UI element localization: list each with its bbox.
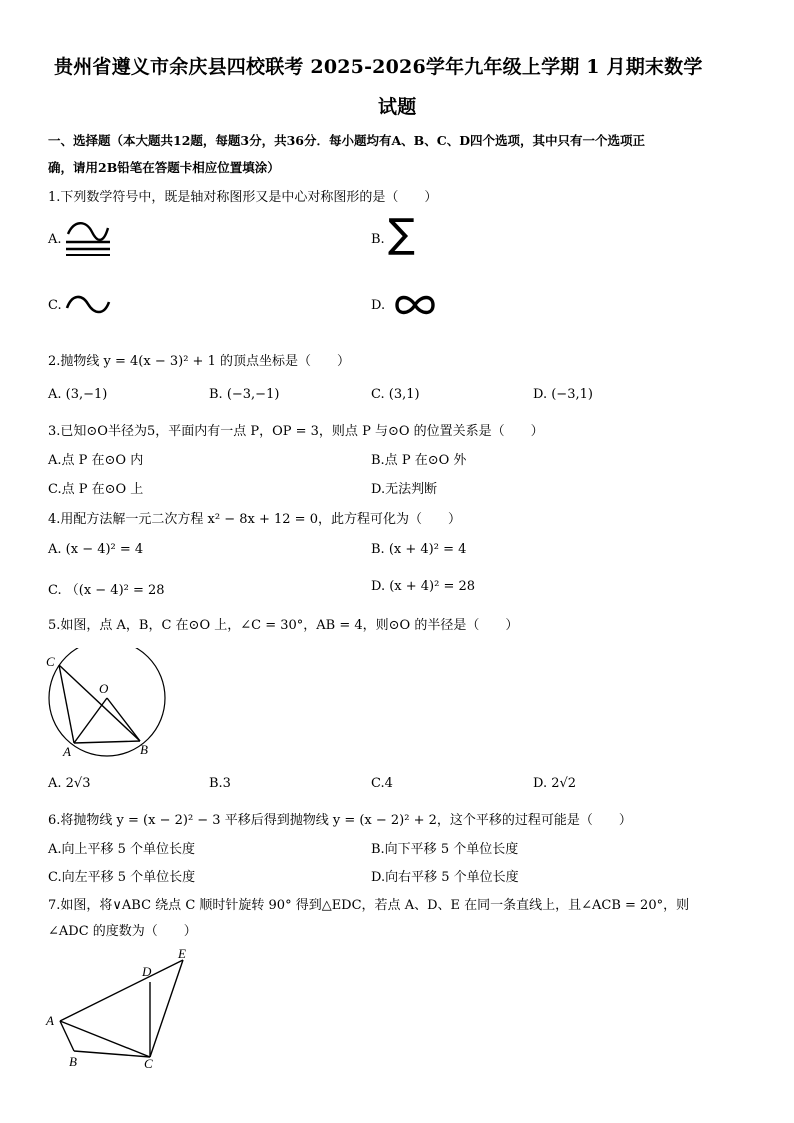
label-b: B — [140, 742, 148, 757]
question-7-stem-line1: 7.如图，将∨ABC 绕点 C 顺时针旋转 90° 得到△EDC，若点 A、D、E 在同一条直线上，且∠ACB = 20°，则 — [48, 898, 690, 913]
sigma-symbol-icon: ∑ — [388, 211, 415, 257]
q2-option-c: C. (3,1) — [371, 387, 420, 402]
label-a: A — [63, 744, 71, 759]
q4-option-a: A. (x − 4)² = 4 — [48, 542, 144, 557]
exam-title-line1: 贵州省遵义市余庆县四校联考 2025-2026学年九年级上学期 1 月期末数学 — [54, 56, 703, 78]
segment-ade — [60, 960, 183, 1021]
label-o: O — [99, 681, 109, 696]
q2-option-a: A. (3,−1) — [48, 387, 108, 402]
q5-option-a: A. 2√3 — [48, 776, 91, 791]
q3-option-d: D.无法判断 — [371, 482, 438, 497]
infinity-symbol-icon — [394, 292, 436, 318]
label-d: D — [142, 964, 152, 979]
tilde-wave-symbol-icon — [64, 292, 112, 318]
q1-option-a-label: A. — [48, 232, 62, 247]
q6-option-a: A.向上平移 5 个单位长度 — [48, 842, 196, 857]
q3-option-a: A.点 P 在⊙O 内 — [48, 453, 144, 468]
exam-title-line2: 试题 — [378, 96, 417, 118]
q1-option-c-label: C. — [48, 298, 62, 313]
q1-option-b-label: B. — [371, 232, 385, 247]
question-2-stem: 2.抛物线 y = 4(x − 3)² + 1 的顶点坐标是（ ） — [48, 354, 350, 369]
q4-option-c: C. （(x − 4)² = 28 — [48, 583, 165, 598]
label-c: C — [46, 654, 55, 669]
circle-inscribed-triangle-figure — [44, 648, 170, 762]
approx-equal-symbol-icon — [64, 222, 112, 256]
q5-option-c: C.4 — [371, 776, 393, 791]
section-header-line1: 一、选择题（本大题共12题，每题3分，共36分．每小题均有A、B、C、D四个选项，其中只有一个选项正 — [48, 133, 646, 148]
label-b: B — [69, 1054, 77, 1069]
segment-oa — [74, 698, 107, 743]
label-c: C — [144, 1056, 153, 1071]
question-6-stem: 6.将抛物线 y = (x − 2)² − 3 平移后得到抛物线 y = (x − 2)² + 2，这个平移的过程可能是（ ） — [48, 813, 632, 828]
q6-option-c: C.向左平移 5 个单位长度 — [48, 870, 196, 885]
label-e: E — [178, 946, 186, 961]
question-3-stem: 3.已知⊙O半径为5，平面内有一点 P，OP = 3，则点 P 与⊙O 的位置关系是（ ） — [48, 424, 544, 439]
q4-option-b: B. (x + 4)² = 4 — [371, 542, 467, 557]
q6-option-d: D.向右平移 5 个单位长度 — [371, 870, 519, 885]
question-4-stem: 4.用配方法解一元二次方程 x² − 8x + 12 = 0，此方程可化为（ ） — [48, 512, 461, 527]
q2-option-d: D. (−3,1) — [533, 387, 593, 402]
segment-ob — [107, 698, 140, 741]
q3-option-c: C.点 P 在⊙O 上 — [48, 482, 144, 497]
q3-option-b: B.点 P 在⊙O 外 — [371, 453, 467, 468]
label-a: A — [46, 1013, 54, 1028]
question-5-stem: 5.如图，点 A，B，C 在⊙O 上，∠C = 30°，AB = 4，则⊙O 的半径是（ ） — [48, 618, 519, 633]
section-header-line2: 确，请用2B铅笔在答题卡相应位置填涂） — [48, 160, 280, 175]
question-7-stem-line2: ∠ADC 的度数为（ ） — [48, 924, 197, 939]
q1-option-d-label: D. — [371, 298, 386, 313]
q6-option-b: B.向下平移 5 个单位长度 — [371, 842, 519, 857]
q5-option-d: D. 2√2 — [533, 776, 577, 791]
q5-option-b: B.3 — [209, 776, 231, 791]
q2-option-b: B. (−3,−1) — [209, 387, 280, 402]
segment-ab — [74, 741, 140, 743]
question-1-stem: 1.下列数学符号中，既是轴对称图形又是中心对称图形的是（ ） — [48, 190, 438, 205]
segment-ac — [60, 1021, 150, 1057]
rotation-triangle-figure — [42, 944, 202, 1072]
q4-option-d: D. (x + 4)² = 28 — [371, 579, 476, 594]
